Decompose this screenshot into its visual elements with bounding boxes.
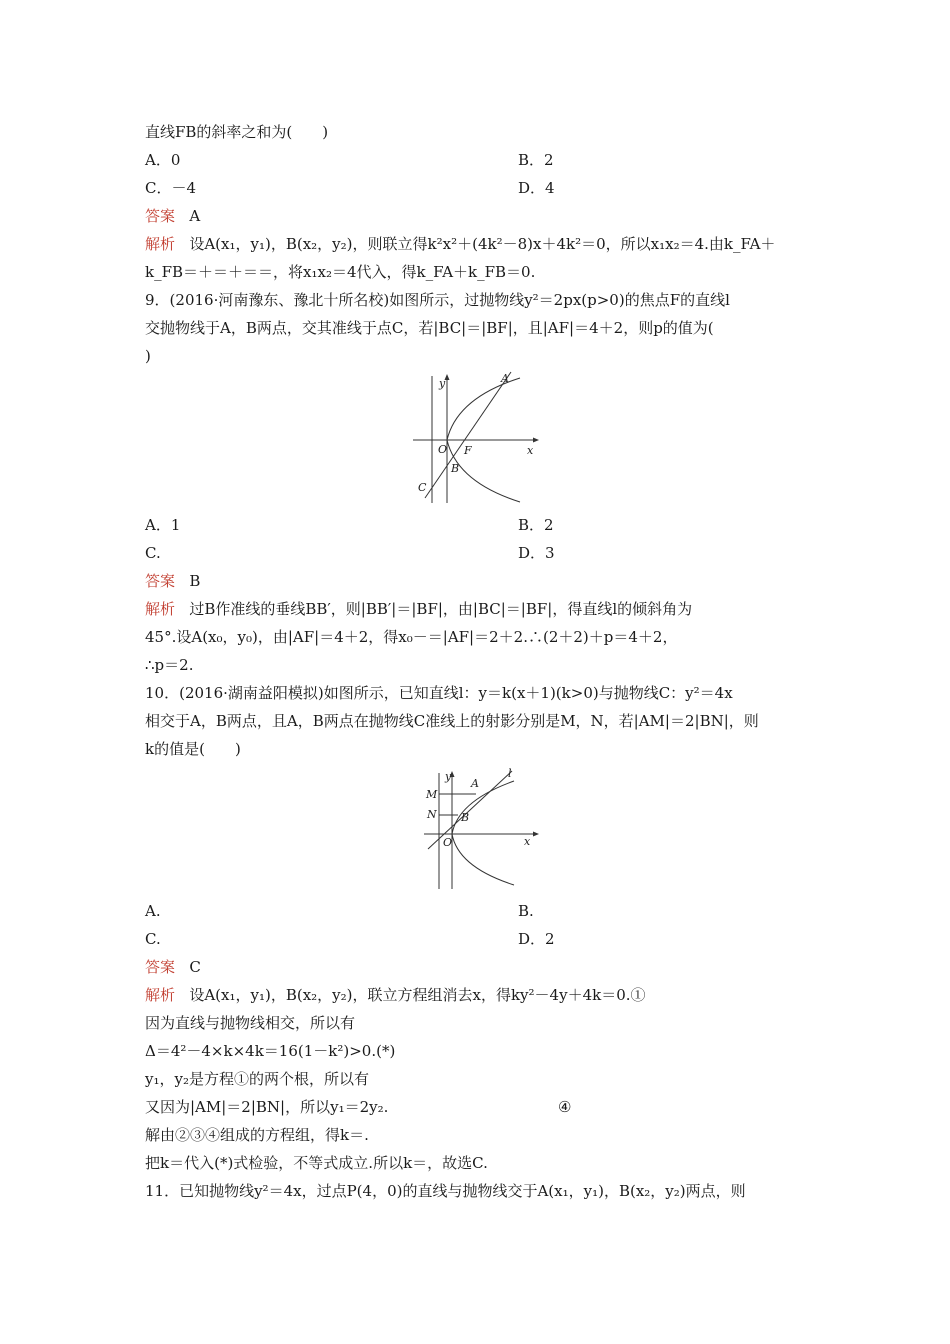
q10-solution-line-1 <box>145 985 646 1005</box>
q9-option-d: D．3 <box>518 544 555 562</box>
q9-option-a: A．1 <box>145 516 181 534</box>
label-y: y <box>439 377 446 390</box>
q10-option-a: A. <box>145 902 161 920</box>
label-y: y <box>445 770 452 783</box>
q8-option-a: A．0 <box>145 151 181 169</box>
solution-text: 过B作准线的垂线BB′，则|BB′|＝|BF|，由|BC|＝|BF|，得直线l的倾斜角为 <box>189 600 693 618</box>
q10-solution-line-3: Δ＝4²－4×k×4k＝16(1－k²)>0.(*) <box>145 1042 396 1060</box>
label-c: C <box>418 481 427 494</box>
parabola-curve <box>452 781 514 885</box>
q8-solution-line-2: k_FB＝＋＝＋＝＝，将x₁x₂＝4代入，得k_FA＋k_FB＝0. <box>145 263 536 281</box>
q11-stem-line-1: 11．已知抛物线y²＝4x，过点P(4，0)的直线与抛物线交于A(x₁，y₁)，B(x₂，y₂)两点，则 <box>145 1182 746 1200</box>
line-l <box>425 372 511 498</box>
label-x: x <box>524 835 531 848</box>
q8-answer <box>145 206 200 226</box>
q10-option-b: B. <box>518 902 534 920</box>
y-axis-arrow <box>445 374 450 380</box>
answer-value: B <box>189 572 201 590</box>
question-8-stem-end: 直线FB的斜率之和为( ) <box>145 123 329 141</box>
label-x: x <box>527 444 534 457</box>
label-l: l <box>508 767 512 780</box>
solution-text: 设A(x₁，y₁)，B(x₂，y₂)，则联立得k²x²＋(4k²－8)x＋4k²＝0，所以x₁x₂＝4.由k_FA＋ <box>189 235 776 253</box>
answer-value: C <box>189 958 201 976</box>
solution-text: 设A(x₁，y₁)，B(x₂，y₂)，联立方程组消去x，得ky²－4y＋4k＝0.① <box>189 986 646 1004</box>
answer-label: 答案 <box>145 572 176 590</box>
q10-solution-line-4: y₁，y₂是方程①的两个根，所以有 <box>145 1070 369 1088</box>
q10-solution-line-6: 解由②③④组成的方程组，得k＝. <box>145 1126 369 1144</box>
x-axis-arrow <box>533 832 539 837</box>
label-a: A <box>471 777 479 790</box>
q8-option-b: B．2 <box>518 151 554 169</box>
q10-parabola-figure <box>418 765 548 890</box>
solution-label: 解析 <box>145 600 176 618</box>
q9-option-b: B．2 <box>518 516 554 534</box>
q10-solution-line-2: 因为直线与抛物线相交，所以有 <box>145 1014 356 1032</box>
q9-stem-line-2: 交抛物线于A，B两点，交其准线于点C，若|BC|＝|BF|，且|AF|＝4＋2，则p的值为( <box>145 319 714 337</box>
q8-option-c: C．－4 <box>145 179 197 197</box>
label-f: F <box>464 444 472 457</box>
q9-solution-line-2: 45°.设A(x₀，y₀)，由|AF|＝4＋2，得x₀－＝|AF|＝2＋2.∴(2＋2)＋p＝4＋2， <box>145 628 678 646</box>
q9-stem-line-3: ) <box>145 347 151 365</box>
label-m: M <box>426 788 438 801</box>
answer-label: 答案 <box>145 207 176 225</box>
q10-solution-line-5: 又因为|AM|＝2|BN|，所以y₁＝2y₂. <box>145 1098 389 1116</box>
answer-value: A <box>189 207 201 225</box>
q10-stem-line-1: 10．(2016·湖南益阳模拟)如图所示，已知直线l：y＝k(x＋1)(k>0)与抛物线C：y²＝4x <box>145 684 733 702</box>
q10-stem-line-3: k的值是( ) <box>145 740 241 758</box>
label-o: O <box>438 443 448 456</box>
q9-solution-line-1 <box>145 599 692 619</box>
q9-option-c: C. <box>145 544 161 562</box>
q8-solution-line-1 <box>145 234 775 254</box>
q8-option-d: D．4 <box>518 179 555 197</box>
q10-stem-line-2: 相交于A，B两点，且A，B两点在抛物线C准线上的射影分别是M，N，若|AM|＝2|BN|，则 <box>145 712 759 730</box>
label-o: O <box>443 836 453 849</box>
q10-option-c: C. <box>145 930 161 948</box>
label-n: N <box>427 808 437 821</box>
q10-solution-line-7: 把k＝代入(*)式检验，不等式成立.所以k＝，故选C. <box>145 1154 488 1172</box>
label-a: A <box>501 372 509 385</box>
q10-equation-number: ④ <box>558 1098 572 1116</box>
q10-answer <box>145 957 201 977</box>
q9-stem-line-1: 9．(2016·河南豫东、豫北十所名校)如图所示，过抛物线y²＝2px(p>0)的焦点F的直线l <box>145 291 730 309</box>
answer-label: 答案 <box>145 958 176 976</box>
solution-label: 解析 <box>145 235 176 253</box>
q9-parabola-figure <box>405 368 550 508</box>
label-b: B <box>451 462 460 475</box>
label-b: B <box>461 811 470 824</box>
q9-solution-line-3: ∴p＝2. <box>145 656 194 674</box>
q9-answer <box>145 571 200 591</box>
solution-label: 解析 <box>145 986 176 1004</box>
x-axis-arrow <box>533 438 539 443</box>
line-l <box>428 771 512 849</box>
q10-option-d: D．2 <box>518 930 555 948</box>
